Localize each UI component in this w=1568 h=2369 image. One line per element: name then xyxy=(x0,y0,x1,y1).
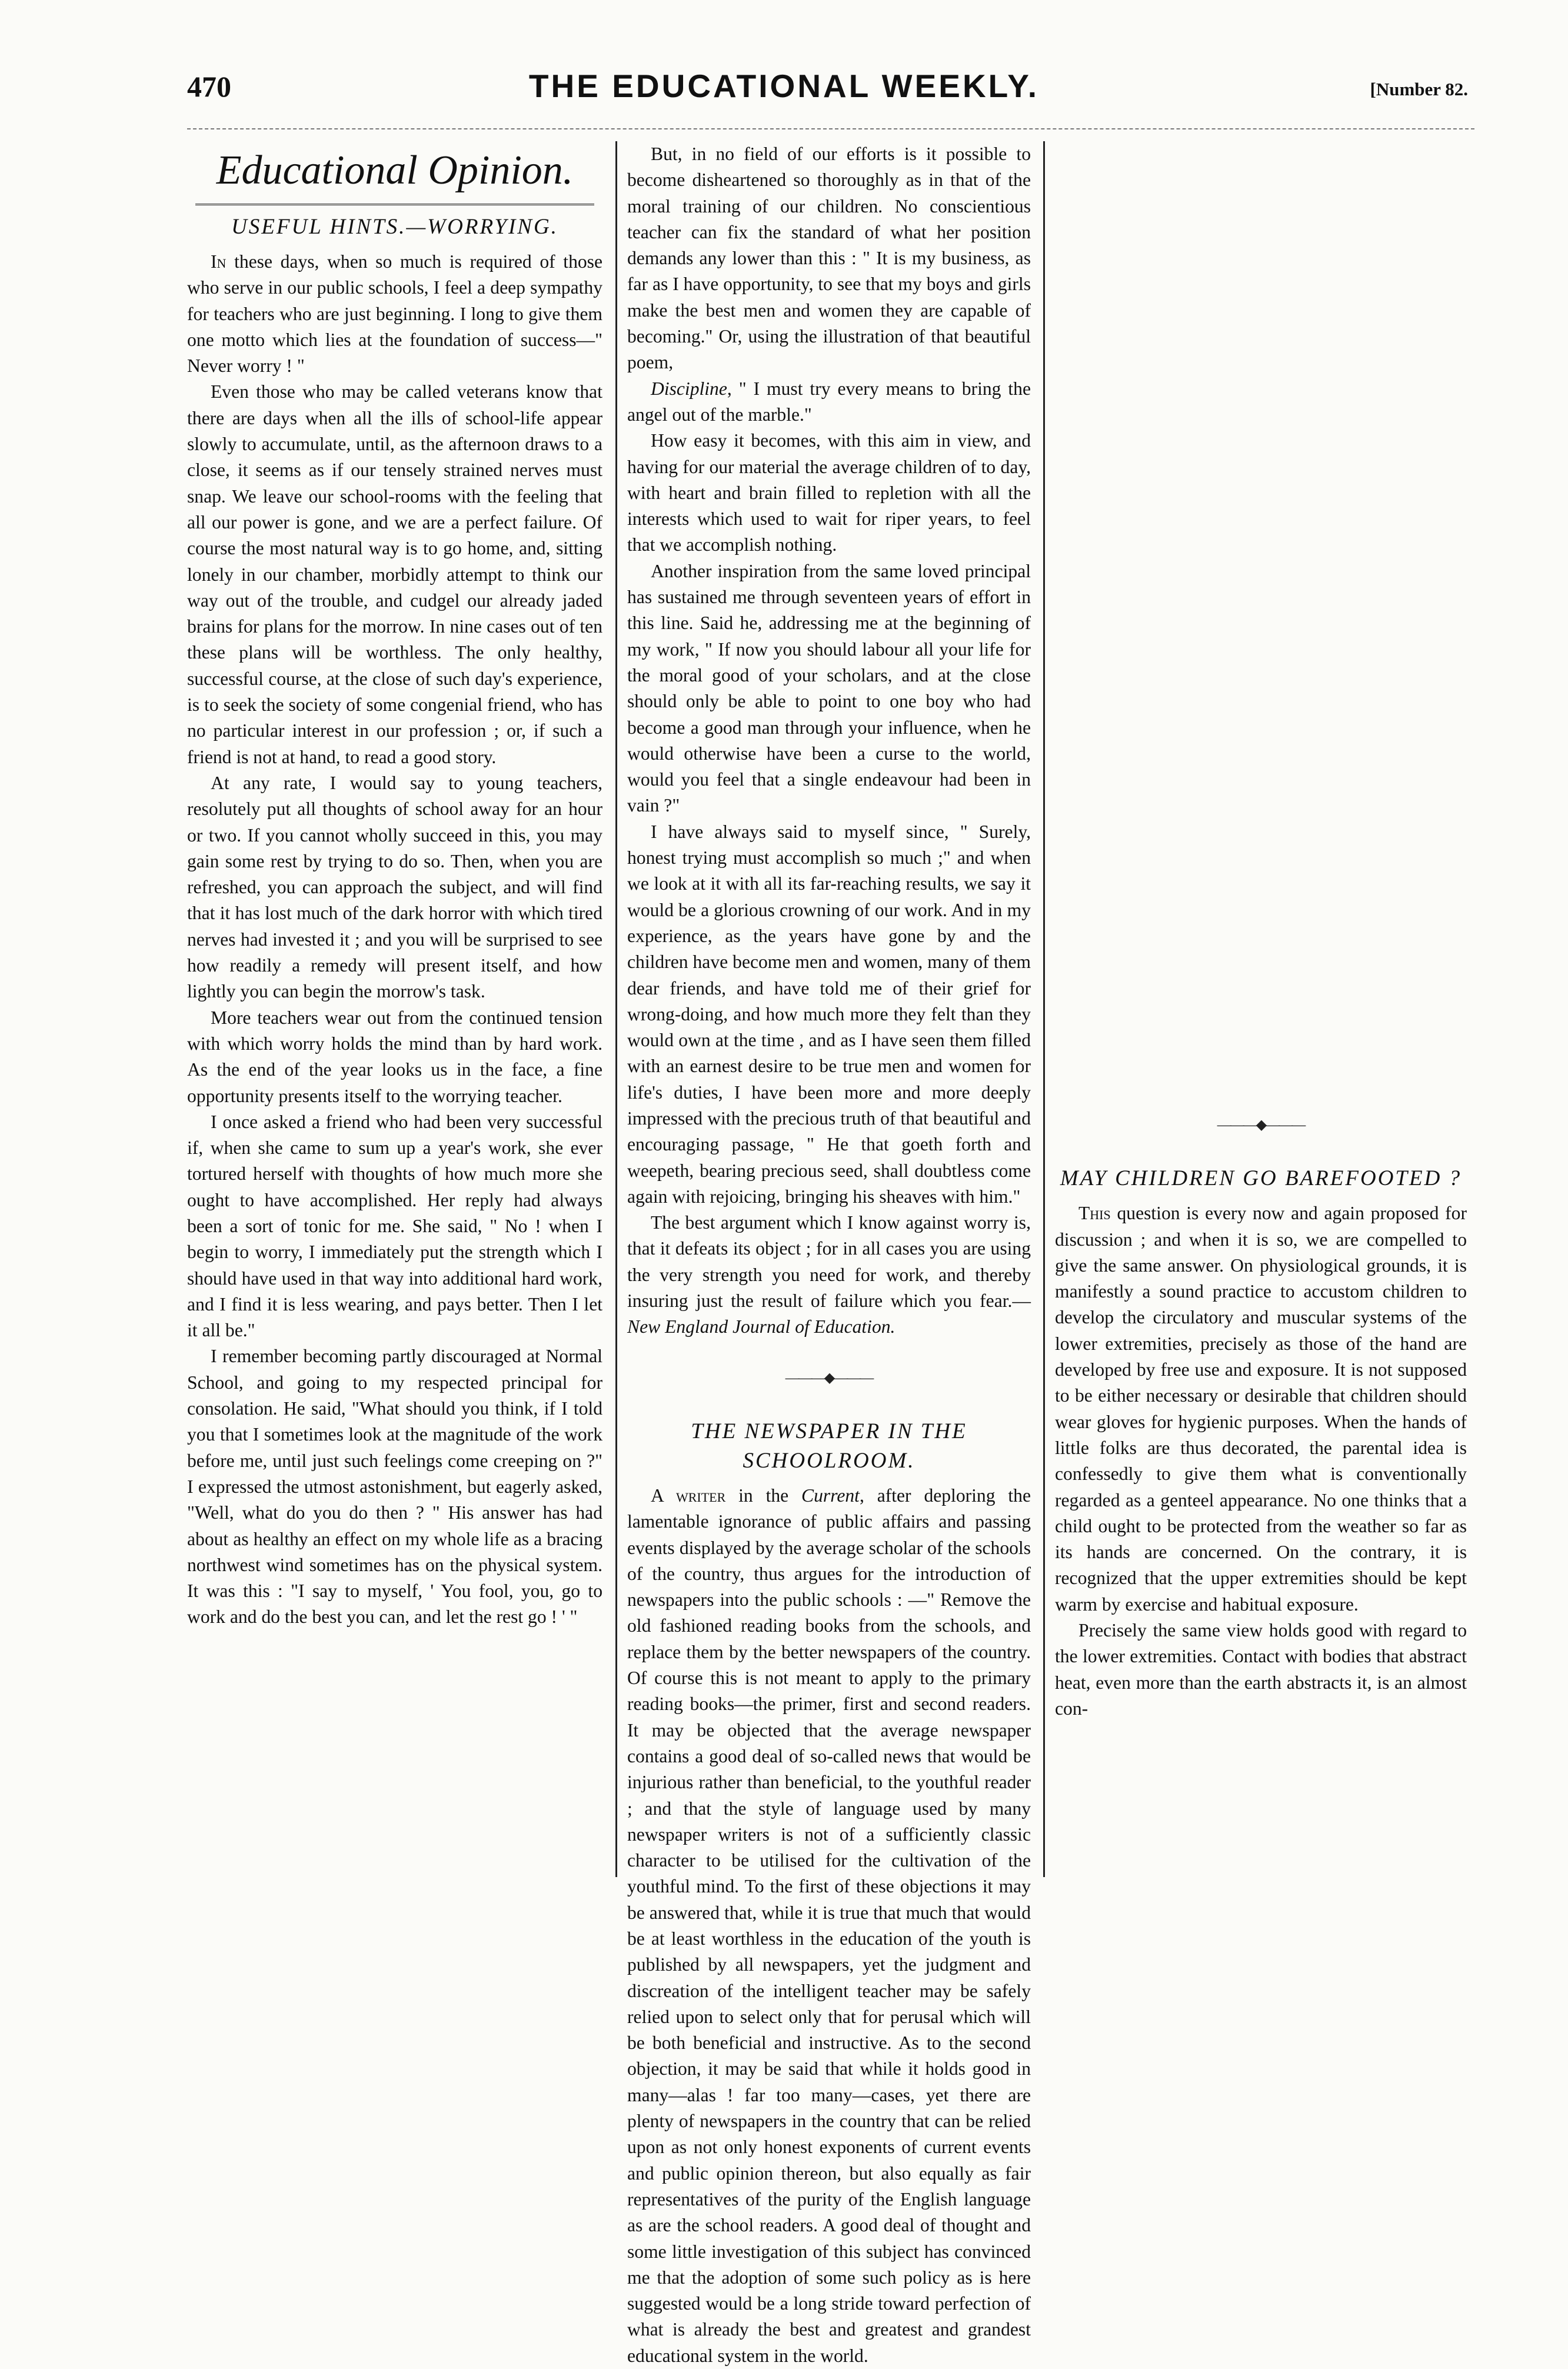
page-header xyxy=(0,69,1568,117)
paragraph: A writer in the Current, after deploring the lamentable ignorance of public affairs and passing events displayed by the average scholar of the schools of the country, thus argues for the introduction of newspapers into the public schools : —" Remove the old fashioned reading books from the schools, and replace them by the better newspapers of the country. Of course this is not meant to apply to the primary reading books—the primer, first and second readers. It may be objected that the average newspaper contains a good deal of so-called news that would be injurious rather than beneficial, to the youthful reader ; and that the style of language used by many newspaper writers is not of a sufficiently classic character to be utilised for the cultivation of the youthful mind. To the first of these objections it may be answered that, while it is true that much that would be at least worthless in the education of the youth is published by all newspapers, yet the judgment and discreation of the intelligent teacher may be safely relied upon to select only that for perusal which will be both beneficial and instructive. As to the second objection, it may be said that while it holds good in many—alas ! far too many—cases, yet there are plenty of newspapers in the country that can be relied upon as not only honest exponents of current events and public opinion thereon, but also equally as fair representatives of the purity of the English language as are the school readers. A good deal of thought and some little investigation of this subject has convinced me that the adoption of some such policy as is here suggested would be a long stride toward perfection of what is already the best and greatest and grandest educational system in the world. xyxy=(627,1485,1031,2366)
paragraph: I once asked a friend who had been very successful if, when she came to sum up a year's work, she ever tortured herself with thoughts of how much more she ought to have accomplished. Her reply had always been a sort of tonic for me. She said, " No ! when I begin to worry, I immediately put the strength which I should have used in that way into additional hard work, and I find it is less wearing, and pays better. Then I let it all be." xyxy=(187,1111,602,1341)
article-title-worrying: USEFUL HINTS.—WORRYING. xyxy=(231,215,558,239)
source-citation: New England Journal of Education. xyxy=(627,1316,895,1337)
article-title-barefooted: MAY CHILDREN GO BAREFOOTED ? xyxy=(1060,1166,1462,1191)
section-rule xyxy=(195,204,594,205)
divider-ornament: ———◆——— xyxy=(1217,1117,1305,1133)
paragraph: More teachers wear out from the continued tension with which worry holds the mind than by hard work. As the end of the year looks us in the face, a fine opportunity presents itself to the worrying teacher. xyxy=(187,1007,602,1106)
column-2 xyxy=(627,141,1031,2369)
paragraph: The best argument which I know against worry is, that it defeats its object ; for in all cases you are using the very strength you need for work, and thereby insuring just the result of failure which you fear.—New England Journal of Education. xyxy=(627,1212,1031,1337)
section-title: Educational Opinion. xyxy=(216,148,574,193)
article-title-newspaper: THE NEWSPAPER IN THE SCHOOLROOM. xyxy=(691,1419,967,1473)
paragraph: In these days, when so much is required of those who serve in our public schools, I feel a deep sympathy for teachers who are just beginning. I long to give them one motto which lies at the foundation of success—" Never worry ! " xyxy=(187,251,602,377)
paragraph: At any rate, I would say to young teachers, resolutely put all thoughts of school away for an hour or two. If you cannot wholly succeed in this, you may gain some rest by trying to do so. Then, when you are refreshed, you can approach the subject, and will find that it has lost much of the dark horror with which tired nerves had invested it ; and you will be surprised to see how readily a remedy will present itself, and how lightly you can begin the morrow's task. xyxy=(187,772,602,1002)
paragraph: Even those who may be called veterans know that there are days when all the ills of school-life appear slowly to accumulate, until, as the afternoon draws to a close, it seems as if our tensely strained nerves must snap. We leave our school-rooms with the feeling that all our power is gone, and we are a perfect failure. Of course the most natural way is to go home, and, sitting lonely in our chamber, morbidly attempt to think our way out of the trouble, and cudgel our already jaded brains for plans for the morrow. In nine cases out of ten these plans will be worthless. The only healthy, successful course, at the close of such day's experience, is to seek the society of some congenial friend, who has no particular interest in our profession ; or, if such a friend is not at hand, to read a good story. xyxy=(187,381,602,767)
column-3 xyxy=(1055,141,1467,1722)
masthead: THE EDUCATIONAL WEEKLY. xyxy=(528,68,1040,104)
paragraph: But, in no field of our efforts is it possible to become disheartened so thoroughly as in that of the moral training of our children. No conscientious teacher can fix the standard of what her position demands any lower than this : " It is my business, as far as I have opportunity, to see that my boys and girls make the best men and women they are capable of becoming." Or, using the illustration of that beautiful poem, xyxy=(627,144,1031,373)
header-rule xyxy=(187,128,1474,129)
lead-in: In xyxy=(211,251,227,272)
page-number: 470 xyxy=(187,70,231,103)
column-1 xyxy=(187,141,602,1631)
paragraph: I have always said to myself since, " Surely, honest trying must accomplish so much ;" and when we look at it with all its far-reaching results, we say it would be a glorious crowning of our work. And in my experience, as the years have gone by and the children have become men and women, many of them dear friends, and have told me of their grief for wrong-doing, and how much more they felt than they would own at the time , and as I have seen them filled with an earnest desire to be true men and women for life's duties, I have been more and more deeply impressed with the precious truth of that beautiful and encouraging passage, " He that goeth forth and weepeth, bearing precious seed, shall doubtless come again with rejoicing, bringing his sheaves with him." xyxy=(627,821,1031,1207)
column-divider-1 xyxy=(615,141,617,1877)
paragraph: Discipline, " I must try every means to bring the angel out of the marble." xyxy=(627,378,1031,425)
paragraph: This question is every now and again proposed for discussion ; and when it is so, we are compelled to give the same answer. On physiological grounds, it is manifestly a sound practice to accustom children to develop the circulatory and muscular systems of the lower extremities, precisely as those of the hand are developed by free use and exposure. It is not supposed to be either necessary or desirable that children should wear gloves for hygienic purposes. When the hands of little folks are thus decorated, the parental idea is confessedly to give them what is conventionally regarded as a genteel appearance. No one thinks that a child ought to be protected from the weather so far as its hands are concerned. On the contrary, it is recognized that the upper extremities should be kept warm by exercise and habitual exposure. xyxy=(1055,1203,1467,1615)
issue-number: [Number 82. xyxy=(1370,79,1468,99)
paragraph: Precisely the same view holds good with regard to the lower extremities. Contact with bodies that abstract heat, even more than the earth abstracts it, is an almost con- xyxy=(1055,1620,1467,1719)
paragraph: I remember becoming partly discouraged at Normal School, and going to my respected principal for consolation. He said, "What should you think, if I told you that I sometimes look at the magnitude of the work before me, until just such feelings come creeping on ?" I expressed the utmost astonishment, but eagerly asked, "Well, what do you do then ? " His answer has had about as healthy an effect on my whole life as a bracing northwest wind sometimes has on the physical system. It was this : "I say to myself, ' You fool, you, go to work and do the best you can, and let the rest go ! ' " xyxy=(187,1346,602,1628)
lead-in: A writer xyxy=(651,1485,726,1506)
paragraph: How easy it becomes, with this aim in view, and having for our material the average children of to day, with heart and brain filled to repletion with all the interests which used to wait for riper years, to feel that we accomplish nothing. xyxy=(627,430,1031,555)
column-divider-2 xyxy=(1043,141,1045,1877)
paragraph: Another inspiration from the same loved principal has sustained me through seventeen years of effort in this line. Said he, addressing me at the beginning of my work, " If now you should labour all your life for the moral good of your scholars, and at the close should only be able to point to one boy who had become a good man through your influence, when he would otherwise have been a curse to the world, would you feel that a single endeavour had been in vain ?" xyxy=(627,560,1031,816)
divider-ornament: ———◆——— xyxy=(785,1370,873,1386)
lead-in: This xyxy=(1078,1203,1111,1224)
